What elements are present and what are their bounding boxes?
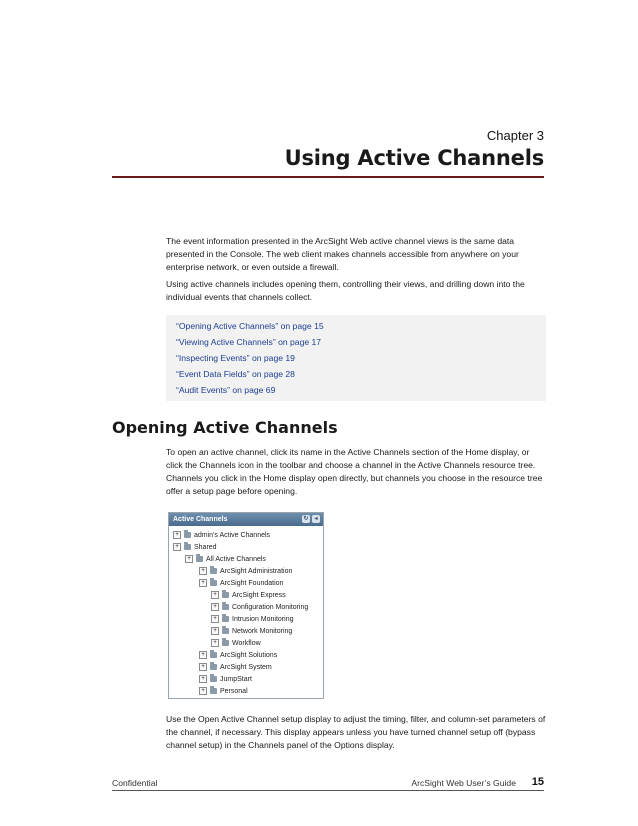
expand-icon[interactable]: + [173,531,181,539]
section-paragraph-1: To open an active channel, click its name in the Active Channels section of the Home display, or click the Channels icon in the toolbar and choose a channel in the Active Channels resource tree. Channels you click in the Home display open directly, but channels you choose in the resource tree offer a setup page before opening. [166,447,543,496]
tree-item-label: Shared [194,543,217,551]
tree-item-label: Network Monitoring [232,627,293,635]
collapse-icon[interactable]: ◂ [312,515,320,523]
tree-item-arcsight-foundation[interactable] [199,577,283,589]
tree-item-label: ArcSight Solutions [220,651,278,659]
folder-icon [222,628,229,634]
tree-item-label: ArcSight Foundation [220,579,284,587]
folder-icon [222,616,229,622]
toc-link-inspecting-events[interactable]: “Inspecting Events” on page 19 [176,353,295,363]
folder-icon [196,556,203,562]
panel-title: Active Channels [173,516,228,523]
tree-item-label: admin's Active Channels [194,531,271,539]
toc-link-event-data-fields[interactable]: “Event Data Fields” on page 28 [176,369,295,379]
toc-link-opening-active-channels[interactable]: “Opening Active Channels” on page 15 [176,321,324,331]
tree-item-label: Configuration Monitoring [232,603,309,611]
folder-icon [222,592,229,598]
tree-item-label: All Active Channels [206,555,266,563]
tree-item-workflow[interactable] [211,637,261,649]
folder-icon [210,664,217,670]
tree-item-configuration-monitoring[interactable] [211,601,308,613]
expand-icon[interactable]: + [199,651,207,659]
expand-icon[interactable]: + [199,687,207,695]
tree-item-admins-active-channels[interactable] [173,529,270,541]
footer-guide-title: ArcSight Web User’s Guide [411,778,516,788]
footer-divider [112,790,544,791]
refresh-icon[interactable]: ↻ [303,516,309,522]
expand-icon[interactable]: + [185,555,193,563]
folder-icon [184,544,191,550]
expand-icon[interactable]: + [211,603,219,611]
section-title: Opening Active Channels [112,418,338,437]
tree-item-arcsight-express[interactable] [211,589,286,601]
expand-icon[interactable]: + [199,675,207,683]
expand-icon[interactable]: + [199,567,207,575]
toc-link-viewing-active-channels[interactable]: “Viewing Active Channels” on page 17 [176,337,322,347]
folder-icon [222,640,229,646]
tree-item-personal[interactable] [199,685,248,697]
expand-icon[interactable]: + [211,591,219,599]
expand-icon[interactable]: + [199,579,207,587]
toc-link-audit-events[interactable]: “Audit Events” on page 69 [176,385,276,395]
panel-header [169,513,323,526]
folder-icon [210,676,217,682]
tree-item-arcsight-system[interactable] [199,661,272,673]
tree-item-label: Intrusion Monitoring [232,615,294,623]
active-channels-panel [168,512,324,699]
tree-item-label: Workflow [232,639,261,647]
tree-item-jumpstart[interactable] [199,673,252,685]
tree-item-label: Personal [220,687,248,695]
folder-icon [210,688,217,694]
tree-item-shared[interactable] [173,541,217,553]
folder-icon [210,568,217,574]
expand-icon[interactable]: + [211,615,219,623]
tree-item-label: ArcSight Express [232,591,286,599]
folder-icon [184,532,191,538]
chapter-divider [112,176,544,178]
tree-item-intrusion-monitoring[interactable] [211,613,293,625]
intro-paragraph-2: Using active channels includes opening them, controlling their views, and drilling down into the individual events that channels collect. [166,279,525,302]
expand-icon[interactable]: + [211,639,219,647]
folder-icon [210,652,217,658]
chapter-title: Using Active Channels [284,146,544,170]
folder-icon [222,604,229,610]
intro-paragraph-1: The event information presented in the ArcSight Web active channel views is the same data presented in the Console. The web client makes channels accessible from anywhere on your enterprise network, or even outside a firewall. [166,236,519,272]
tree-item-network-monitoring[interactable] [211,625,292,637]
tree-item-arcsight-solutions[interactable] [199,649,277,661]
footer-confidential: Confidential [112,778,158,788]
page-number: 15 [531,776,544,788]
expand-icon[interactable]: + [199,663,207,671]
expand-icon[interactable]: + [211,627,219,635]
tree-item-label: JumpStart [220,675,252,683]
tree-item-all-active-channels[interactable] [185,553,266,565]
expand-icon[interactable]: + [173,543,181,551]
tree-item-label: ArcSight Administration [220,567,293,575]
section-paragraph-2: Use the Open Active Channel setup display to adjust the timing, filter, and column-set parameters of the channel, if necessary. This display appears unless you have turned channel setup off (bypass channel setup) in the Channels panel of the Options display. [166,714,546,750]
chapter-label: Chapter 3 [486,128,544,143]
tree-item-label: ArcSight System [220,663,272,671]
folder-icon [210,580,217,586]
tree-item-arcsight-administration[interactable] [199,565,292,577]
